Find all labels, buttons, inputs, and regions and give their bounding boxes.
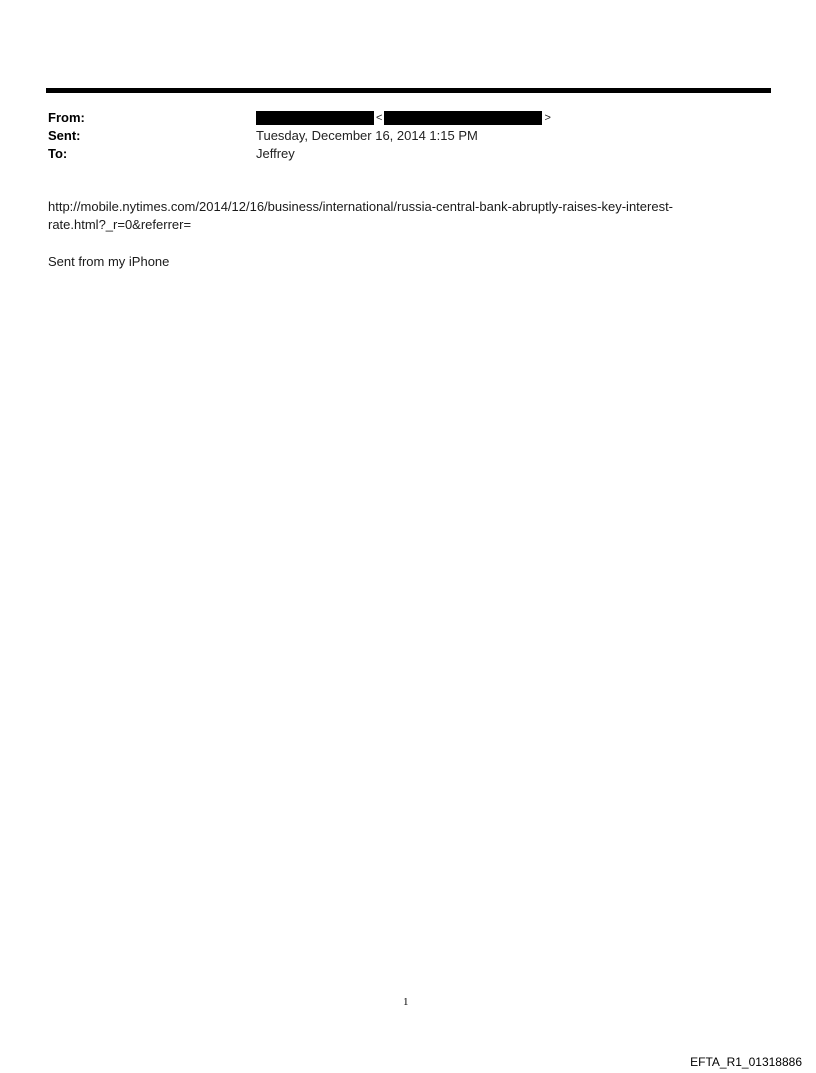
sent-row (48, 127, 748, 145)
sent-label: Sent: (48, 128, 81, 143)
to-value: Jeffrey (256, 146, 295, 161)
redacted-sender-email (384, 111, 542, 125)
email-body (48, 198, 748, 271)
to-row (48, 145, 748, 163)
email-close-bracket: > (544, 112, 551, 124)
redacted-sender-name (256, 111, 374, 125)
article-link-line-1: http://mobile.nytimes.com/2014/12/16/business/international/russia-central-bank-abruptly-raises-key-interest- (48, 199, 674, 214)
document-id: EFTA_R1_01318886 (690, 1055, 802, 1069)
header-divider (46, 88, 771, 93)
article-link[interactable] (48, 198, 748, 234)
to-label: To: (48, 146, 68, 161)
from-label: From: (48, 110, 85, 125)
email-header (48, 109, 748, 163)
email-signature: Sent from my iPhone (48, 254, 170, 269)
sent-value: Tuesday, December 16, 2014 1:15 PM (256, 128, 478, 143)
from-row (48, 109, 748, 127)
email-open-bracket: < (376, 112, 383, 124)
page-number: 1 (403, 996, 409, 1008)
article-link-line-2: rate.html?_r=0&referrer= (48, 217, 192, 232)
from-value (256, 109, 553, 127)
